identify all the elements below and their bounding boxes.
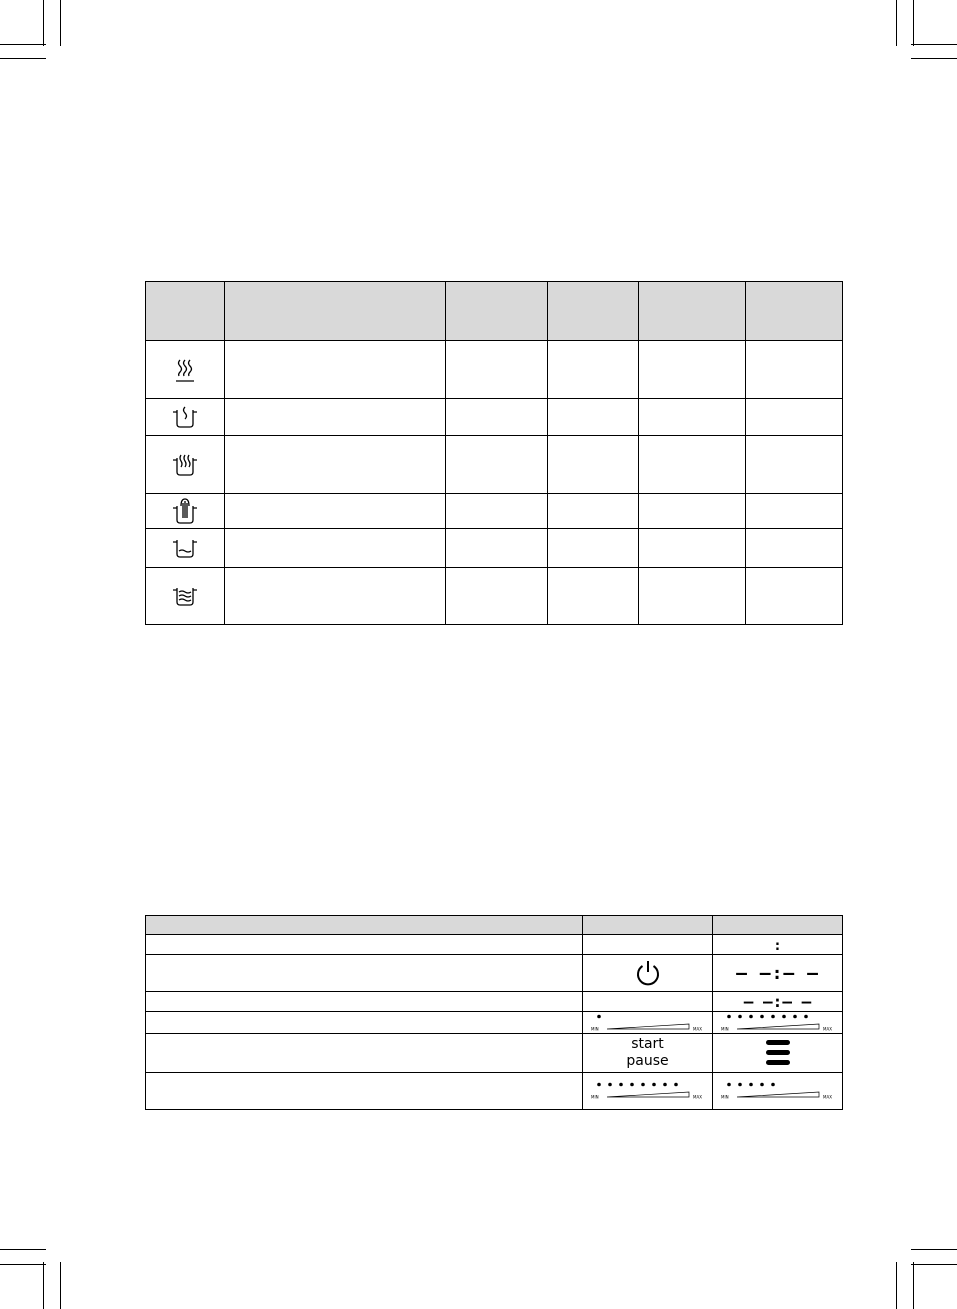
display-cell bbox=[713, 992, 843, 1012]
level-dot bbox=[727, 1083, 731, 1087]
table-row bbox=[146, 436, 843, 494]
row-label bbox=[146, 955, 583, 992]
icon-cell bbox=[146, 341, 225, 399]
level-dot bbox=[619, 1083, 623, 1087]
table-cell bbox=[746, 399, 843, 436]
icon-cell bbox=[146, 568, 225, 625]
level-dot bbox=[674, 1083, 678, 1087]
level-dot bbox=[652, 1083, 656, 1087]
icon-cell bbox=[146, 494, 225, 529]
level-dot bbox=[760, 1014, 764, 1018]
pause-label: pause bbox=[626, 1053, 669, 1069]
table-cell bbox=[225, 568, 446, 625]
button-cell bbox=[583, 955, 713, 992]
table-cell bbox=[225, 399, 446, 436]
icon-cell bbox=[146, 529, 225, 568]
header-cell bbox=[713, 916, 843, 935]
start-label: start bbox=[631, 1036, 664, 1052]
table-cell bbox=[548, 436, 639, 494]
header-cell bbox=[639, 282, 746, 341]
header-cell bbox=[583, 916, 713, 935]
button-cell bbox=[583, 935, 713, 955]
header-cell bbox=[746, 282, 843, 341]
level-wedge bbox=[607, 1024, 689, 1029]
level-dot bbox=[771, 1083, 775, 1087]
table-row bbox=[146, 1034, 843, 1073]
display-colon: : bbox=[773, 938, 782, 954]
level-dot bbox=[749, 1083, 753, 1087]
level-slider-min-icon bbox=[587, 1013, 709, 1033]
table-cell bbox=[446, 341, 548, 399]
pot-triple-steam-icon bbox=[171, 452, 199, 478]
table-cell bbox=[746, 529, 843, 568]
triple-bar-icon bbox=[763, 1037, 793, 1069]
table-row bbox=[146, 1073, 843, 1110]
row-label bbox=[146, 1012, 583, 1034]
table-cell bbox=[746, 568, 843, 625]
icon-cell bbox=[146, 399, 225, 436]
slider-max-label: MAX bbox=[692, 1026, 702, 1031]
steam-icon bbox=[172, 356, 198, 384]
table-row bbox=[146, 1012, 843, 1034]
table-row bbox=[146, 494, 843, 529]
table-cell bbox=[639, 436, 746, 494]
display-cell bbox=[713, 1073, 843, 1110]
slider-min-label: MIN bbox=[720, 1026, 729, 1031]
level-wedge bbox=[737, 1092, 819, 1097]
table-cell bbox=[225, 494, 446, 529]
level-dot bbox=[749, 1014, 753, 1018]
table-cell bbox=[446, 436, 548, 494]
button-cell bbox=[583, 1073, 713, 1110]
table-cell bbox=[639, 494, 746, 529]
pot-waves-icon bbox=[171, 584, 199, 608]
level-dot bbox=[727, 1014, 731, 1018]
header-cell bbox=[548, 282, 639, 341]
display-cell bbox=[713, 955, 843, 992]
table-cell bbox=[746, 341, 843, 399]
level-dot bbox=[771, 1014, 775, 1018]
table-cell bbox=[746, 436, 843, 494]
level-slider-mid-icon bbox=[717, 1078, 839, 1104]
table-cell bbox=[225, 436, 446, 494]
pot-bottle-icon bbox=[171, 496, 199, 526]
table-row bbox=[146, 955, 843, 992]
table-row bbox=[146, 935, 843, 955]
level-dot bbox=[597, 1014, 601, 1018]
table-row bbox=[146, 992, 843, 1012]
table-row bbox=[146, 341, 843, 399]
table-cell bbox=[746, 494, 843, 529]
display-cell bbox=[713, 1034, 843, 1073]
row-label bbox=[146, 1034, 583, 1073]
time-display: – –:– – bbox=[743, 992, 812, 1011]
table-row bbox=[146, 399, 843, 436]
slider-min-label: MIN bbox=[590, 1026, 599, 1031]
table-row bbox=[146, 568, 843, 625]
header-cell bbox=[146, 282, 225, 341]
pot-single-steam-icon bbox=[171, 404, 199, 430]
level-dot bbox=[760, 1083, 764, 1087]
button-cell bbox=[583, 1034, 713, 1073]
table-cell bbox=[548, 341, 639, 399]
program-table-header bbox=[146, 282, 843, 341]
level-wedge bbox=[737, 1024, 819, 1029]
level-dot bbox=[597, 1083, 601, 1087]
level-dot bbox=[793, 1014, 797, 1018]
time-display: – –:– – bbox=[736, 962, 819, 984]
table-cell bbox=[446, 568, 548, 625]
table-cell bbox=[446, 529, 548, 568]
level-dot bbox=[630, 1083, 634, 1087]
level-dot bbox=[782, 1014, 786, 1018]
slider-max-label: MAX bbox=[692, 1094, 702, 1100]
level-dot bbox=[738, 1014, 742, 1018]
pot-water-icon bbox=[171, 536, 199, 560]
level-dot bbox=[804, 1014, 808, 1018]
level-dot bbox=[663, 1083, 667, 1087]
button-cell bbox=[583, 992, 713, 1012]
table-cell bbox=[446, 494, 548, 529]
program-table bbox=[145, 281, 843, 625]
table-cell bbox=[639, 568, 746, 625]
level-slider-max-icon bbox=[587, 1078, 709, 1104]
header-cell bbox=[225, 282, 446, 341]
row-label bbox=[146, 992, 583, 1012]
level-dot bbox=[641, 1083, 645, 1087]
power-icon bbox=[634, 958, 662, 988]
slider-max-label: MAX bbox=[822, 1094, 832, 1100]
slider-min-label: MIN bbox=[590, 1094, 599, 1100]
level-dot bbox=[608, 1083, 612, 1087]
table-cell bbox=[548, 568, 639, 625]
table-cell bbox=[639, 399, 746, 436]
table-cell bbox=[225, 341, 446, 399]
table-cell bbox=[639, 529, 746, 568]
display-cell bbox=[713, 1012, 843, 1034]
table-cell bbox=[446, 399, 548, 436]
slider-min-label: MIN bbox=[720, 1094, 729, 1100]
table-cell bbox=[548, 529, 639, 568]
row-label bbox=[146, 935, 583, 955]
level-dot bbox=[738, 1083, 742, 1087]
level-slider-max-icon bbox=[717, 1013, 839, 1033]
button-cell bbox=[583, 1012, 713, 1034]
control-table-header bbox=[146, 916, 843, 935]
table-cell bbox=[548, 494, 639, 529]
icon-cell bbox=[146, 436, 225, 494]
table-row bbox=[146, 529, 843, 568]
row-label bbox=[146, 1073, 583, 1110]
display-cell bbox=[713, 935, 843, 955]
header-cell bbox=[446, 282, 548, 341]
header-cell bbox=[146, 916, 583, 935]
table-cell bbox=[225, 529, 446, 568]
level-wedge bbox=[607, 1092, 689, 1097]
table-cell bbox=[639, 341, 746, 399]
control-table bbox=[145, 915, 843, 1110]
table-cell bbox=[548, 399, 639, 436]
slider-max-label: MAX bbox=[822, 1026, 832, 1031]
